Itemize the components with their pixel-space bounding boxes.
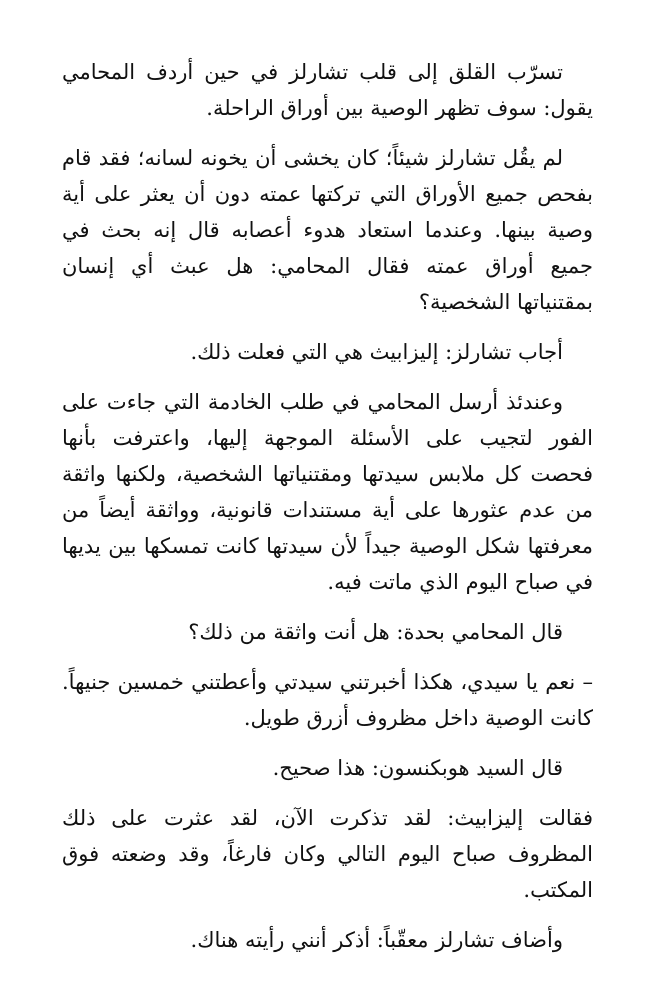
paragraph-4: وعندئذ أرسل المحامي في طلب الخادمة التي جاءت على الفور لتجيب على الأسئلة الموجهة إليها، واعترفت بأنها فحصت كل ملابس سيدتها ومقتنياتها الشخصية، ولكنها واثقة من عدم عثورها على أية مستندات قانونية، وواثقة أيضاً من معرفتها شكل الوصية جيداً لأن سيدتها كانت تمسكها بين يديها في صباح اليوم الذي ماتت فيه. [62, 390, 593, 594]
paragraph-9: وأضاف تشارلز معقّباً: أذكر أنني رأيته هناك. [190, 928, 563, 952]
paragraph-6: – نعم يا سيدي، هكذا أخبرتني سيدتي وأعطتني خمسين جنيهاً. كانت الوصية داخل مظروف أزرق طويل. [62, 670, 593, 730]
paragraph-7: قال السيد هوبكنسون: هذا صحيح. [272, 756, 563, 780]
paragraph-8: فقالت إليزابيث: لقد تذكرت الآن، لقد عثرت على ذلك المظروف صباح اليوم التالي وكان فارغاً، وقد وضعته فوق المكتب. [62, 806, 593, 902]
book-page [62, 54, 593, 1000]
paragraph-3: أجاب تشارلز: إليزابيث هي التي فعلت ذلك. [190, 340, 563, 364]
paragraph-2: لم يقُل تشارلز شيئاً؛ كان يخشى أن يخونه لسانه؛ فقد قام بفحص جميع الأوراق التي تركتها عمته دون أن يعثر على أية وصية بينها. وعندما استعاد هدوء أعصابه قال إنه بحث في جميع أوراق عمته فقال المحامي: هل عبث أي إنسان بمقتنياتها الشخصية؟ [62, 146, 593, 314]
paragraph-5: قال المحامي بحدة: هل أنت واثقة من ذلك؟ [188, 620, 563, 644]
paragraph-1: تسرّب القلق إلى قلب تشارلز في حين أردف المحامي يقول: سوف تظهر الوصية بين أوراق الراحلة. [62, 60, 593, 120]
